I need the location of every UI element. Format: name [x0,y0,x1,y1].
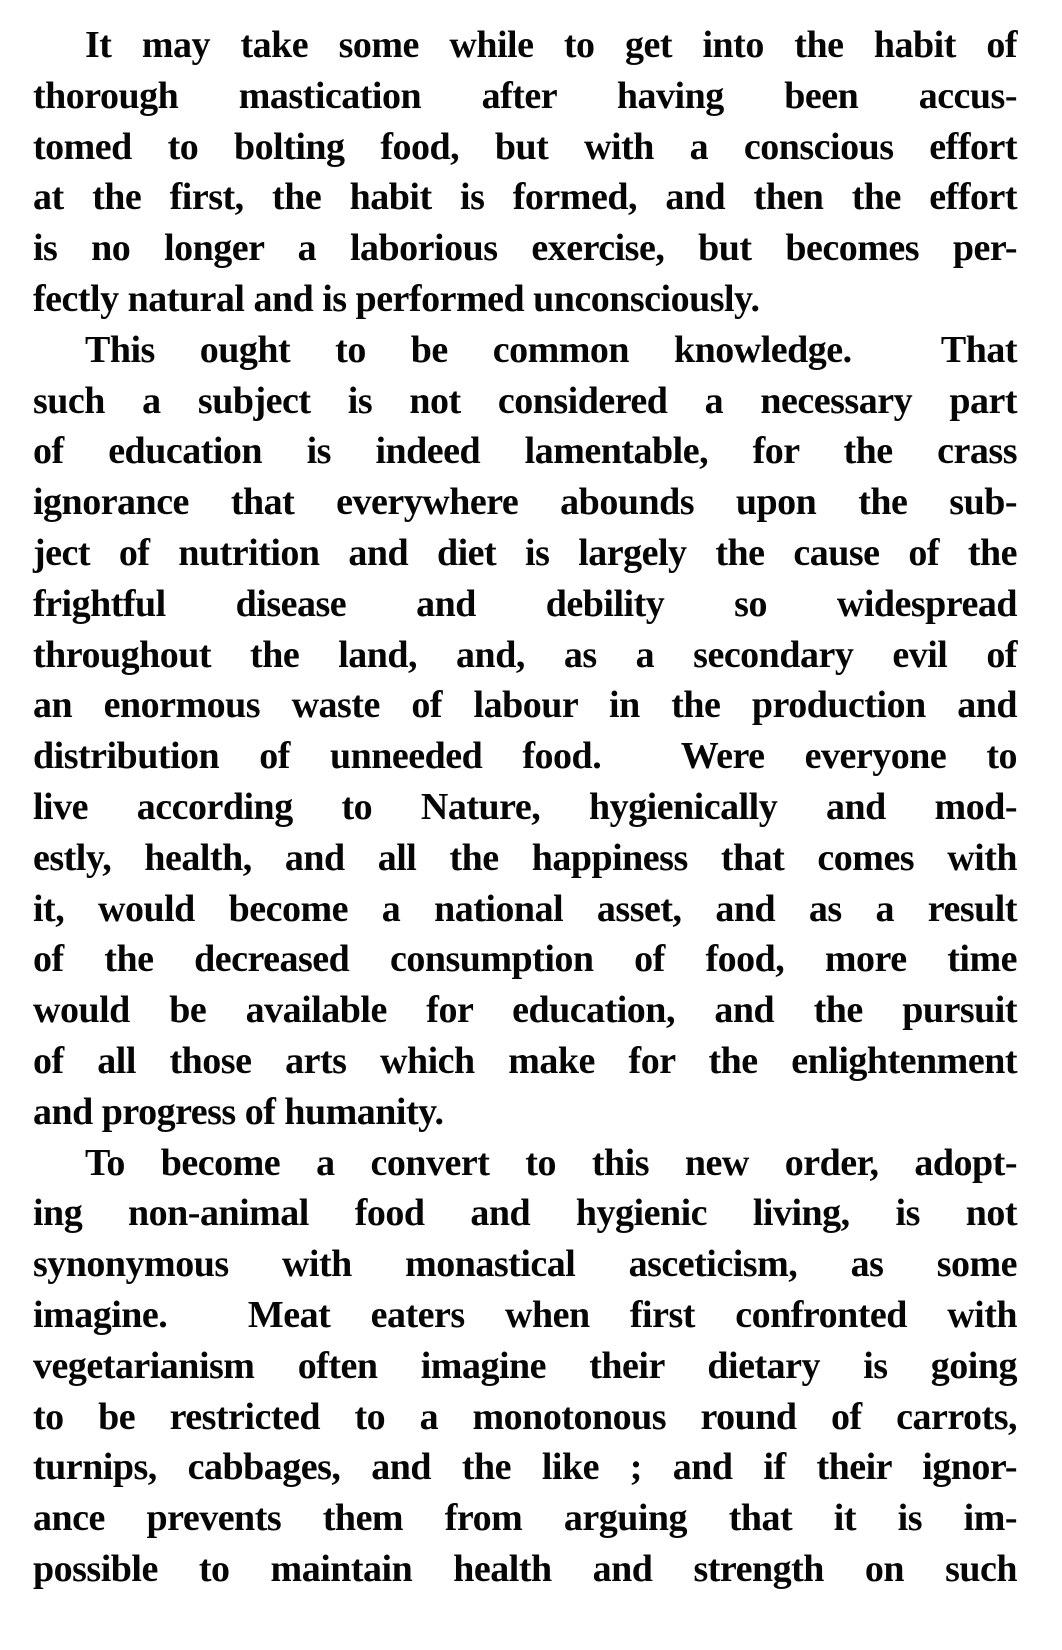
text-line: possible to maintain health and strength on such [33,1547,1017,1590]
text-line: it, would become a national asset, and as a result [33,887,1017,930]
text-line: To become a convert to this new order, adopt- [85,1141,1017,1184]
text-line: ignorance that everywhere abounds upon the sub- [33,481,1017,524]
text-line: of education is indeed lamentable, for the crass [33,430,1017,473]
text-line: throughout the land, and, as a secondary evil of [33,633,1017,676]
text-line: at the first, the habit is formed, and then the effort [33,176,1017,219]
text-line: It may take some while to get into the habit of [85,24,1017,66]
text-line: is no longer a laborious exercise, but becomes per- [33,227,1017,270]
text-line: turnips, cabbages, and the like ; and if their ignor- [33,1446,1017,1489]
text-line: imagine. Meat eaters when first confronted with [33,1293,1017,1336]
text-line: distribution of unneeded food. Were everyone to [33,735,1017,778]
text-line: an enormous waste of labour in the production and [33,684,1017,727]
text-line: ject of nutrition and diet is largely the cause of the [33,531,1017,574]
text-line: to be restricted to a monotonous round of carrots, [33,1395,1017,1438]
text-line: of the decreased consumption of food, more time [33,938,1017,981]
text-line: frightful disease and debility so widespread [33,582,1017,625]
text-line: tomed to bolting food, but with a conscious effort [33,125,1017,168]
text-line: fectly natural and is performed unconsciously. [33,277,760,320]
text-line: and progress of humanity. [33,1090,444,1133]
text-line: of all those arts which make for the enlightenment [33,1039,1017,1082]
text-line: thorough mastication after having been accus- [33,74,1017,117]
text-line: synonymous with monastical asceticism, as some [33,1243,1017,1286]
text-line: This ought to be common knowledge. That [85,328,1017,371]
text-line: vegetarianism often imagine their dietary is going [33,1344,1017,1387]
text-line: such a subject is not considered a necessary part [33,379,1017,422]
text-column [33,20,1017,1595]
text-line: ance prevents them from arguing that it is im- [33,1497,1017,1540]
text-line: live according to Nature, hygienically and mod- [33,785,1017,828]
text-line: ing non-animal food and hygienic living, is not [33,1192,1017,1235]
text-line: estly, health, and all the happiness that comes with [33,836,1017,879]
text-line: would be available for education, and the pursuit [33,989,1017,1032]
